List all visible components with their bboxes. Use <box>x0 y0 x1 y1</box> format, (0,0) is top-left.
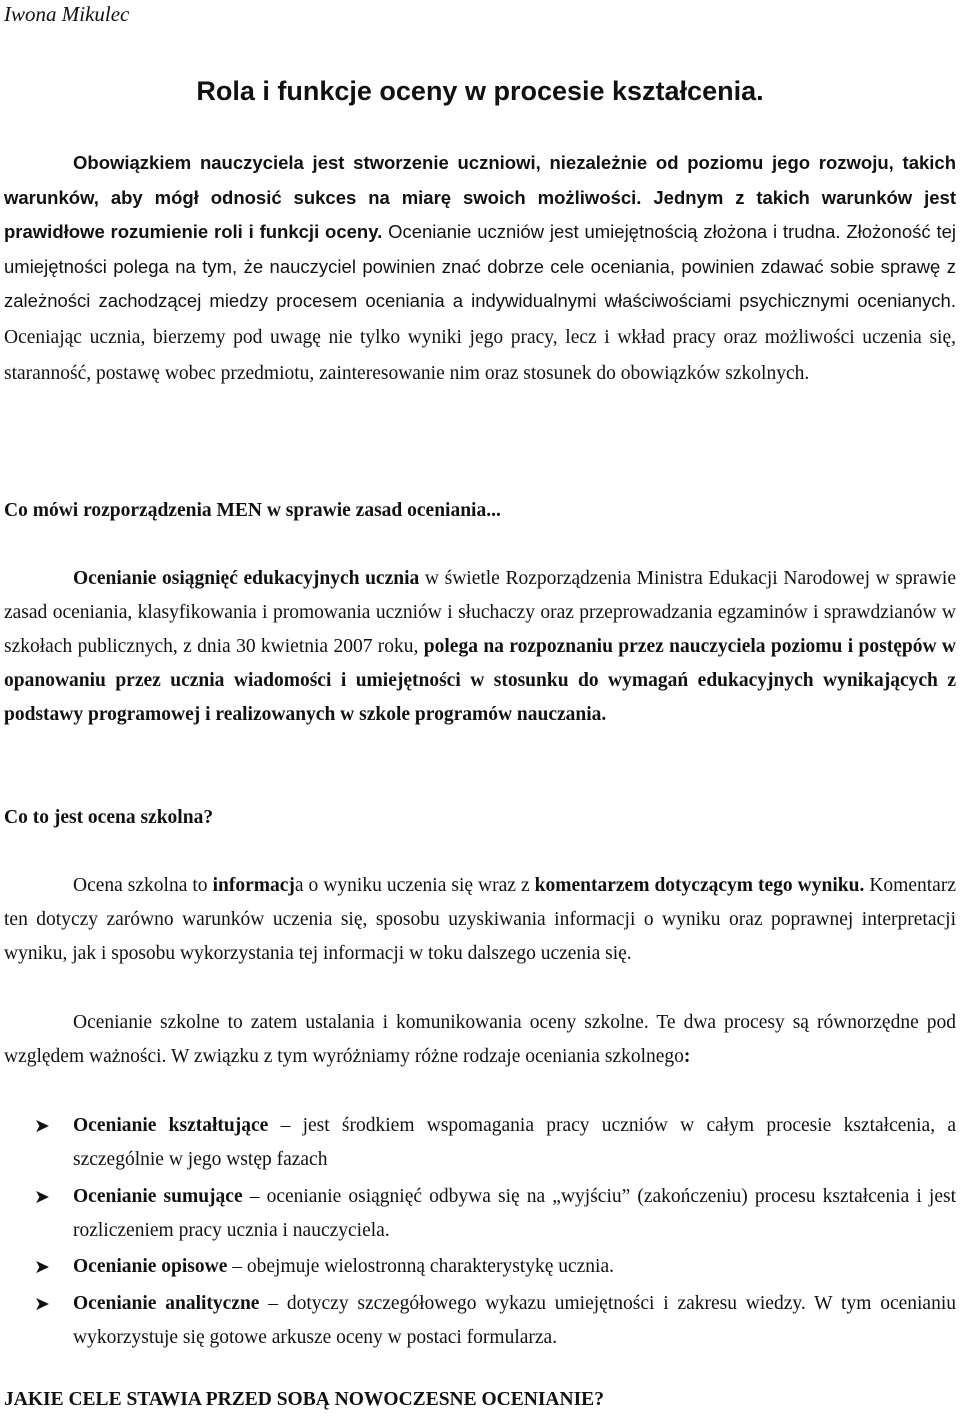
men-bold-lead: Ocenianie osiągnięć edukacyjnych ucznia <box>73 568 420 589</box>
list-item-term: Ocenianie opisowe <box>73 1256 228 1277</box>
intro-paragraph <box>4 146 956 391</box>
list-item <box>4 1250 956 1284</box>
arrowhead-icon: ➤ <box>34 1185 50 1208</box>
list-item-text: – dotyczy szczegółowego wykazu umiejętności i zakresu wiedzy. W tym ocenianiu wykorzystuje się gotowe arkusze oceny w postaci formularza. <box>73 1292 956 1348</box>
list-item-term: Ocenianie sumujące <box>73 1185 243 1207</box>
ocena-bold-1: informacj <box>212 875 295 896</box>
list-item <box>4 1109 956 1177</box>
section-heading-ocena: Co to jest ocena szkolna? <box>4 807 214 828</box>
men-paragraph <box>4 562 956 732</box>
rodzaje-colon: : <box>683 1046 691 1067</box>
rodzaje-paragraph <box>4 1006 956 1074</box>
men-bold-definition: polega na rozpoznaniu przez nauczyciela poziomu i postępów w opanowaniu przez ucznia wiadomości i umiejętności w stosunku do wymagań edukacyjnych wynikających z podstawy programowej i realizowanych w szkole programów nauczania. <box>4 636 956 725</box>
ocena-text-2: a o wyniku uczenia się wraz z <box>294 875 535 896</box>
rodzaje-text: Ocenianie szkolne to zatem ustalania i komunikowania oceny szkolne. Te dwa procesy są równorzędne pod względem ważności. W związku z tym wyróżniamy różne rodzaje oceniania szkolnego <box>4 1012 956 1067</box>
arrowhead-icon: ➤ <box>34 1292 50 1315</box>
men-text: w świetle Rozporządzenia Ministra Edukacji Narodowej w sprawie zasad oceniania, klasyfikowania i promowania uczniów i słuchaczy oraz przeprowadzania egzaminów i sprawdzianów w szkołach publicznych, z dnia 30 kwietnia 2007 roku, <box>4 568 956 657</box>
list-item-text: – obejmuje wielostronną charakterystykę ucznia. <box>227 1256 614 1277</box>
arrowhead-icon: ➤ <box>34 1256 50 1278</box>
assessment-types-list <box>4 1109 956 1357</box>
list-item <box>4 1180 956 1248</box>
ocena-bold-2: komentarzem dotyczącym tego wyniku. <box>534 875 865 896</box>
section-heading-men: Co mówi rozporządzenia MEN w sprawie zasad oceniania... <box>4 500 501 521</box>
document-title: Rola i funkcje oceny w procesie kształcenia. <box>196 76 764 106</box>
ocena-text-1: Ocena szkolna to <box>73 875 213 896</box>
list-item <box>4 1287 956 1355</box>
section-heading-cele: JAKIE CELE STAWIA PRZED SOBĄ NOWOCZESNE OCENIANIE? <box>4 1389 604 1410</box>
author-name: Iwona Mikulec <box>4 2 130 26</box>
ocena-text-3: Komentarz ten dotyczy zarówno warunków uczenia się, sposobu uzyskiwania informacji o wyniku oraz poprawnej interpretacji wyniku, jak i sposobu wykorzystania tej informacji w toku dalszego uczenia się. <box>4 875 956 964</box>
list-item-text: – ocenianie osiągnięć odbywa się na „wyjściu” (zakończeniu) procesu kształcenia i jest rozliczeniem pracy ucznia i nauczyciela. <box>73 1185 957 1241</box>
arrowhead-icon: ➤ <box>34 1115 50 1137</box>
intro-text-1: Ocenianie uczniów jest umiejętnością złożona i trudna. Złożoność tej umiejętności polega na tym, że nauczyciel powinien znać dobrze cele oceniania, powinien zdawać sobie sprawę z zależności zachodzącej miedzy procesem oceniania a indywidualnymi właściwościami psychicznymi ocenianych. <box>4 221 956 312</box>
intro-bold-text: Obowiązkiem nauczyciela jest stworzenie uczniowi, niezależnie od poziomu jego rozwoju, takich warunków, aby mógł odnosić sukces na miarę swoich możliwości. Jednym z takich warunków jest prawidłowe rozumienie roli i funkcji oceny. <box>4 152 956 243</box>
intro-text-2: Oceniając ucznia, bierzemy pod uwagę nie tylko wyniki jego pracy, lecz i wkład pracy oraz możliwości uczenia się, staranność, postawę wobec przedmiotu, zainteresowanie nim oraz stosunek do obowiązków szkolnych. <box>4 326 956 384</box>
list-item-term: Ocenianie kształtujące <box>73 1115 269 1136</box>
list-item-text: – jest środkiem wspomagania pracy uczniów w całym procesie kształcenia, a szczególnie w jego wstęp fazach <box>73 1115 956 1170</box>
ocena-paragraph <box>4 869 956 971</box>
list-item-term: Ocenianie analityczne <box>73 1292 260 1314</box>
